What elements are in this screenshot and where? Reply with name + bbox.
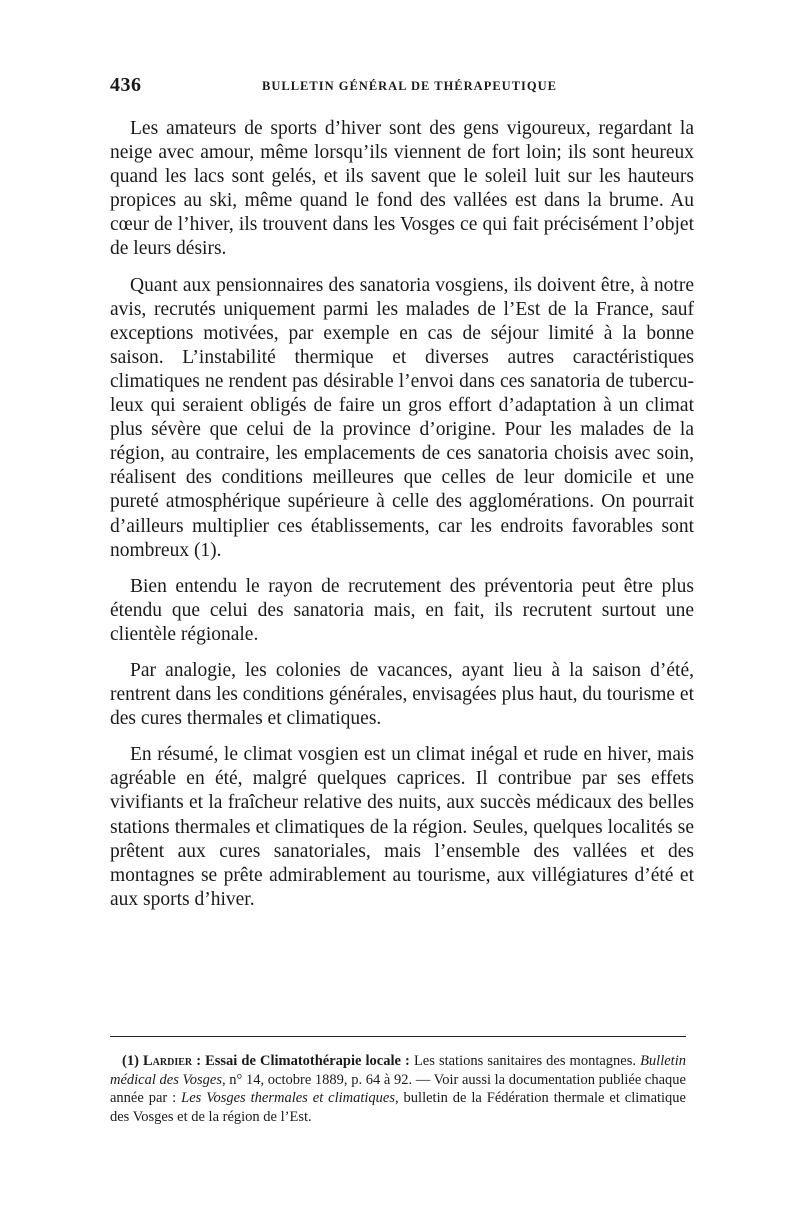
footnote-marker: (1) [122,1053,139,1069]
footnote-publication: Les Vosges thermales et climatiques [181,1090,395,1106]
footnote-work-title: : Essai de Climatothérapie locale : [192,1053,414,1069]
body-text [110,117,694,924]
footnote-author: Lardier [143,1053,193,1069]
footnote-divider [110,1036,686,1037]
page-number: 436 [110,74,142,96]
footnote [110,1052,686,1126]
footnote-text-1: Les stations sanitaires des montagnes. [413,1053,641,1069]
paragraph-holiday-camps: Par analogie, les colonies de vacances, ayant lieu à la saison d’été, rentrent dans les conditions générales, envisagées plus haut, du tourisme et des cures thermales et climatiques. [110,659,694,730]
footnote-journal: Bulletin médical des Vosges [110,1053,686,1088]
paragraph-sanatoria: Quant aux pensionnaires des sanatoria vosgiens, ils doivent être, à notre avis, recrutés uniquement parmi les malades de l’Est de la France, sauf exceptions motivées, par exemple en cas de séjour limité à la bonne saison. L’instabilité thermique et diverses autres caractéristiques climatiques ne rendent pas désirable l’envoi dans ces sanatoria de tuberculeux qui seraient obligés de faire un gros effort d’adaptation à un climat plus sévère que celui de la province d’origine. Pour les malades de la région, au contraire, les emplacements de ces sanatoria choisis avec soin, réalisent des conditions meilleures que celles de leur domicile et une pureté atmosphérique supérieure à celle des agglomérations. On pourrait d’ailleurs multiplier ces établissements, car les endroits favorables sont nombreux (1). [110,274,694,561]
paragraph-winter-sports: Les amateurs de sports d’hiver sont des gens vigoureux, regardant la neige avec amour, même lorsqu’ils viennent de fort loin; ils sont heureux quand les lacs sont gelés, et ils savent que le soleil luit sur les hauteurs propices au ski, même quand le fond des vallées est dans la brume. Au cœur de l’hiver, ils trouvent dans les Vosges ce qui fait précisément l’objet de leurs désirs. [110,118,694,260]
running-title: BULLETIN GÉNÉRAL DE THÉRAPEUTIQUE [262,79,557,93]
footnote-text-2: , n° 14, octobre 1889, p. 64 à 92. — Voir aussi la documentation publiée chaque année par : [110,1071,686,1106]
paragraph-preventoria: Bien entendu le rayon de recrutement des préventoria peut être plus étendu que celui des sanatoria mais, en fait, ils recrutent surtout une clientèle régionale. [110,575,694,645]
footnote-text-3: , bulletin de la Fédération thermale et climatique des Vosges et de la région de l’Est. [110,1090,686,1125]
paragraph-summary: En résumé, le climat vosgien est un climat inégal et rude en hiver, mais agréable en été, malgré quelques caprices. Il contribue par ses effets vivifiants et la fraîcheur relative des nuits, aux succès médicaux des belles stations thermales et climatiques de la région. Seules, quelques localités se prêtent aux cures sanatoriales, mais l’ensemble des vallées et des montagnes se prête admirablement au tourisme, aux villégiatures d’été et aux sports d’hiver. [110,744,694,910]
page-header [110,74,694,98]
